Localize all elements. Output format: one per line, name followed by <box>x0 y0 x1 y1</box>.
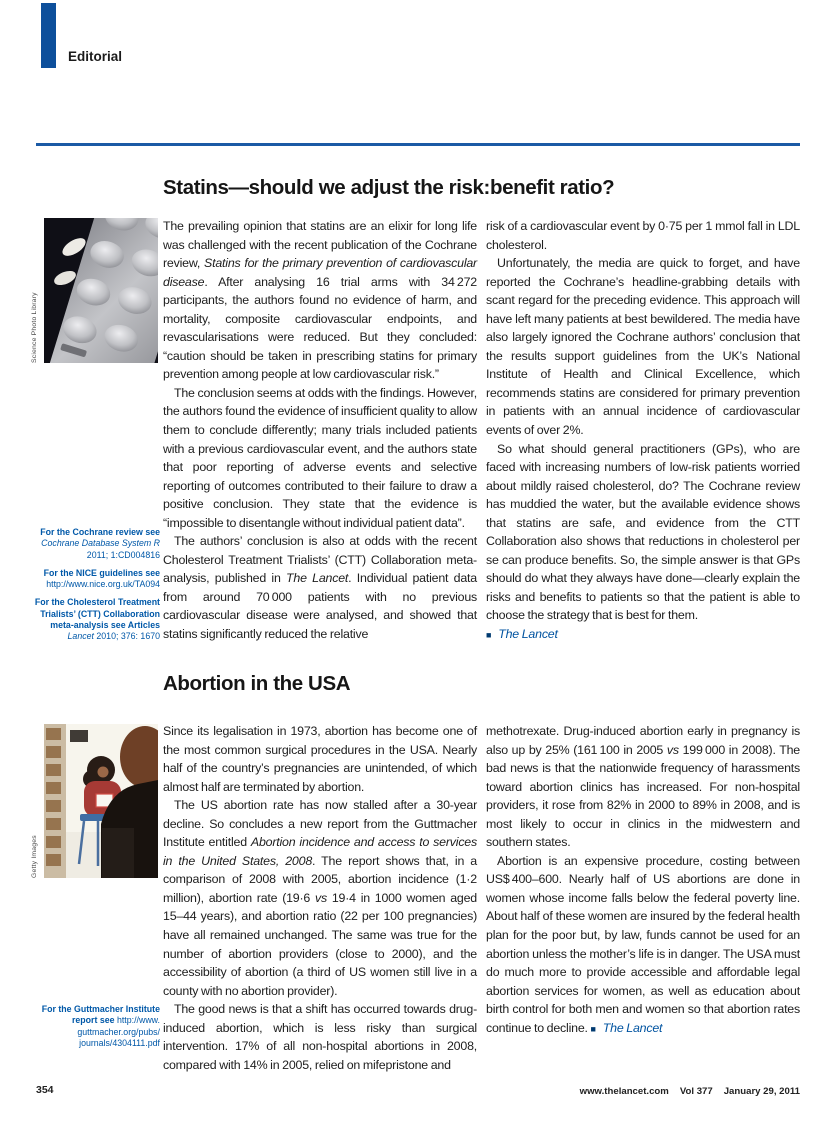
text-segment: . The report shows that, in a comparison of 2008 with 2005, abortion incidence (1·2 million), abortion rate (19·6 <box>163 853 478 905</box>
reference-link[interactable]: http://www. <box>116 1015 160 1026</box>
text-segment: The Lancet <box>286 571 349 586</box>
lancet-signature: The Lancet <box>602 1020 663 1035</box>
end-square-icon: ■ <box>590 1023 596 1034</box>
text-segment: For the NICE guidelines see <box>43 567 160 578</box>
section-label: Editorial <box>68 49 123 64</box>
margin-notes-abortion <box>34 1004 160 1056</box>
column-right <box>486 722 800 1074</box>
text-segment: Abortion incidence and access to services in the United States, 2008 <box>163 835 477 868</box>
reference-link[interactable]: journals/4304111.pdf <box>79 1037 160 1048</box>
text-segment: vs <box>666 742 679 757</box>
waiting-room-photo <box>44 724 158 878</box>
text-segment: Since its legalisation in 1973, abortion has become one of the most common surgical procedures in the USA. Nearly half of the country’s pregnancies are unintended, of which almost half are terminated by abortion. <box>163 724 477 794</box>
paragraph <box>486 217 800 254</box>
margin-note-line <box>34 568 160 579</box>
text-segment: The US abortion rate has now stalled after a 30-year decline. So concludes a new report from the Guttmacher Institute entitled <box>163 798 477 850</box>
text-segment: Lancet <box>67 631 94 642</box>
text-segment: . After analysing 16 trial arms with 34 272 participants, the authors found no evidence of harm, and mortality, composite cardiovascular endpoints, and revascularisations were reduced. But they concluded: “caution should be taken in prescribing statins for primary prevention among people at low cardiovascular risk.” <box>163 274 477 382</box>
footer-journal-info <box>569 1086 800 1097</box>
page-number: 354 <box>36 1084 54 1096</box>
margin-note-line <box>34 1015 160 1026</box>
pill-blister-photo <box>44 218 158 363</box>
text-segment: 19·4 in 1000 women aged 15–44 years), and abortion ratio (22 per 100 pregnancies) have all remained unchanged. The same was true for the number of abortion providers (close to 2000), and the accessibility of abortion (a third of US women still live in a county with no abortion provider). <box>163 890 477 998</box>
text-segment: 2010; 376: 1670 <box>93 631 160 642</box>
text-segment: The authors’ conclusion is also at odds with the recent Cholesterol Treatment Trialists’ (CTT) Collaboration meta-analysis, published in <box>163 534 477 586</box>
reference-link[interactable]: http://www.nice.org.uk/TA094 <box>46 579 160 590</box>
margin-note-line <box>34 579 160 590</box>
text-segment: Unfortunately, the media are quick to forget, and have reported the Cochrane’s headline-grabbing details with scant regard for the preceding evidence. This approach will have left many patients at best bewildered. The media have also largely ignored the Cochrane authors’ conclusion that the results support guidelines from the UK’s National Institute of Health and Clinical Excellence, which recommends statins are considered for primary prevention in patients with an annual incidence of cardiovascular events of over 2%. <box>486 256 800 438</box>
column-right <box>486 217 800 645</box>
text-segment: For the Cholesterol Treatment <box>34 597 160 608</box>
margin-note-line <box>34 1038 160 1049</box>
margin-note-line <box>34 597 160 608</box>
reference-link[interactable]: guttmacher.org/pubs/ <box>77 1026 160 1037</box>
article-body-statins <box>163 217 800 645</box>
paragraph <box>163 217 477 384</box>
margin-note-line <box>34 538 160 549</box>
text-segment: 199 000 in 2008). The bad news is that the nationwide frequency of harassments toward abortion clinics has increased. For non-hospital providers, it rose from 82% in 2000 to 89% in 2008, and is most likely to occur in clinics in the midwestern and southern states. <box>486 742 800 850</box>
margin-note-line <box>34 550 160 561</box>
lancet-corner-bar <box>41 3 56 68</box>
text-segment: The good news is that a shift has occurred towards drug-induced abortion, which is less risky than surgical intervention. 17% of all non-hospital abortions in 2008, compared with 14% in 2005, relied on mifepristone and <box>163 1002 477 1072</box>
header-rule <box>36 143 800 146</box>
paragraph <box>486 852 800 1038</box>
margin-note-line <box>34 620 160 631</box>
paragraph <box>486 254 800 439</box>
footer-site: www.thelancet.com <box>579 1086 669 1097</box>
photo-credit-abortion: Getty Images <box>31 835 38 878</box>
margin-note-line <box>34 1027 160 1038</box>
footer-date: January 29, 2011 <box>723 1086 800 1097</box>
paragraph <box>486 440 800 625</box>
text-segment: vs <box>314 890 327 905</box>
text-segment: meta-analysis see <box>50 620 128 631</box>
paragraph <box>163 1000 477 1074</box>
wall-fixture <box>70 730 88 742</box>
margin-note-line <box>34 631 160 642</box>
column-left <box>163 217 477 645</box>
pill-blister-illustration <box>44 218 158 363</box>
text-segment: Cochrane Database System R <box>41 538 160 549</box>
photo-credit-statins: Science Photo Library <box>31 292 38 363</box>
text-segment: For the Cochrane review see <box>40 527 160 537</box>
text-segment: . Individual patient data from around 70 000 patients with no previous cardiovascular disease were analysed, and showed that statins significantly reduced the relative <box>163 571 477 642</box>
waiting-room-illustration <box>44 724 158 878</box>
reference-link[interactable]: Articles <box>127 620 160 631</box>
text-segment: Statins for the primary prevention of cardiovascular disease <box>163 256 477 289</box>
text-segment: report see <box>71 1015 117 1026</box>
margin-note <box>34 527 160 561</box>
text-segment: Trialists’ (CTT) Collaboration <box>40 608 160 619</box>
paragraph <box>163 722 477 796</box>
footer-volume: Vol 377 <box>679 1086 713 1097</box>
margin-note-line <box>34 1004 160 1015</box>
margin-note <box>34 1004 160 1049</box>
column-left <box>163 722 477 1074</box>
paragraph <box>486 722 800 852</box>
article-body-abortion <box>163 722 800 1074</box>
text-segment: So what should general practitioners (GPs), who are faced with increasing numbers of low-risk patients worried about mildly raised cholesterol, do? The Cochrane review has muddied the water, but the available evidence shows that statins are safe, and evidence from the CTT Collaboration also shows that reductions in cholesterol per se can produce benefits. So, the simple answer is that GPs should do what they always have done—clearly explain the risks and benefits to patients so that the patient is able to choose the strategy that is best for them. <box>486 441 800 623</box>
article-signature <box>486 625 800 645</box>
paragraph <box>163 532 477 643</box>
paragraph <box>163 796 477 1000</box>
paragraph <box>163 384 477 532</box>
lancet-signature: The Lancet <box>498 627 558 642</box>
text-segment: 2011; 1:CD004816 <box>86 549 160 560</box>
text-segment: methotrexate. Drug-induced abortion early in pregnancy is also up by 25% (161 100 in 2005 <box>486 724 800 757</box>
text-segment: The prevailing opinion that statins are an elixir for long life was challenged with the recent publication of the Cochrane review, <box>163 219 477 271</box>
article-title-statins: Statins—should we adjust the risk:benefit ratio? <box>163 176 615 199</box>
margin-note <box>34 568 160 591</box>
text-segment: The conclusion seems at odds with the findings. However, the authors found the evidence of insufficient quality to allow them to conclude differently; many trials included patients with a previous cardiovascular event, and the authors state that poor reporting of adverse events and selective reporting of outcomes contributed to their failure to draw a positive conclusion. They state that the evidence is “impossible to disentangle without individual patient data”. <box>163 385 477 530</box>
text-segment: Abortion is an expensive procedure, costing between US$ 400–600. Nearly half of US abortions are done in women whose income falls below the federal poverty line. About half of these women are insured by the federal health plan for the poor but, by law, funds cannot be used for an abortion unless the mother’s life is in danger. The USA must do much more to provide accessible and affordable legal abortion services for women, as well as education about birth control for both men and women so that abortion rates continue to decline. <box>486 853 800 1035</box>
text-segment: For the Guttmacher Institute <box>41 1004 160 1014</box>
article-title-abortion: Abortion in the USA <box>163 672 351 695</box>
margin-notes-statins <box>34 527 160 650</box>
end-square-icon: ■ <box>486 630 492 641</box>
margin-note <box>34 597 160 642</box>
margin-note-line <box>34 609 160 620</box>
text-segment: risk of a cardiovascular event by 0·75 per 1 mmol fall in LDL cholesterol. <box>486 219 800 252</box>
margin-note-line <box>34 527 160 538</box>
